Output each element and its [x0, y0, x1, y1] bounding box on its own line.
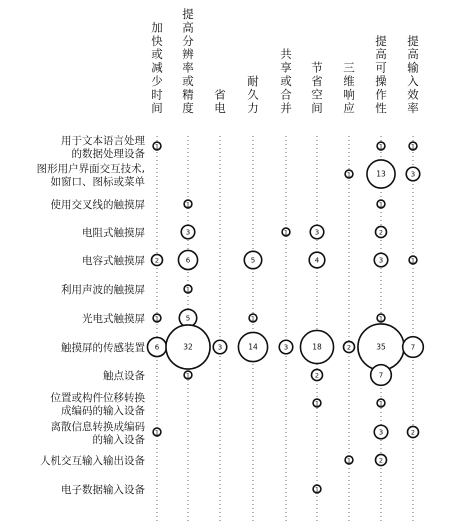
column-labels	[151, 7, 419, 115]
bubble	[147, 337, 166, 356]
bubble	[377, 399, 385, 407]
bubble	[371, 365, 392, 386]
bubble-value-label: 13	[376, 169, 386, 179]
bubble-value-label: 2	[378, 456, 384, 465]
row-label: 触摸屏的传感装置	[61, 342, 145, 354]
bubble	[313, 485, 321, 493]
bubble	[406, 167, 420, 181]
bubble	[300, 330, 333, 363]
bubble-value-label: 1	[410, 256, 416, 265]
row-label: 人机交互输入输出设备	[40, 455, 145, 467]
bubble	[238, 332, 267, 361]
bubble	[153, 142, 161, 150]
row-label: 用于文本语言处理的数据处理设备	[61, 135, 145, 160]
row-label: 离散信息转换成编码的输入设备	[50, 421, 145, 446]
bubble-value-label: 1	[314, 399, 320, 408]
column-label: 节省空间	[311, 60, 323, 115]
row-label: 触点设备	[103, 370, 145, 382]
bubble	[367, 160, 395, 188]
bubble-value-label: 3	[283, 343, 289, 352]
bubble-value-label: 1	[378, 200, 384, 209]
bubble-value-label: 4	[314, 256, 320, 265]
bubble-value-label: 2	[314, 371, 320, 380]
column-label: 共享或合并	[280, 47, 292, 115]
column-label: 提高可操作性	[375, 33, 387, 115]
bubble	[249, 314, 257, 322]
bubble-value-label: 1	[283, 228, 289, 237]
row-label: 使用交叉线的触摸屏	[50, 199, 145, 211]
bubble	[184, 285, 192, 293]
row-label: 电阻式触摸屏	[82, 227, 145, 239]
bubble-value-label: 3	[185, 228, 191, 237]
column-label: 省电	[214, 87, 226, 115]
bubble	[178, 250, 197, 269]
bubbles	[147, 142, 423, 493]
bubble-value-label: 1	[378, 314, 384, 323]
bubble-value-label: 5	[185, 314, 191, 323]
bubble-value-label: 3	[378, 428, 384, 437]
row-label: 利用声波的触摸屏	[61, 284, 145, 296]
bubble-value-label: 5	[250, 256, 256, 265]
bubble	[279, 340, 293, 354]
bubble-value-label: 6	[154, 343, 160, 352]
bubble	[377, 314, 385, 322]
bubble	[375, 454, 386, 465]
bubble	[310, 225, 324, 239]
bubble	[409, 142, 417, 150]
bubble-value-label: 1	[314, 485, 320, 494]
bubble	[153, 428, 161, 436]
bubble-value-label: 1	[250, 314, 256, 323]
row-label: 图形用户界面交互技术,如窗口、图标或菜单	[36, 163, 145, 188]
bubble-value-label: 1	[346, 456, 352, 465]
bubble	[244, 251, 261, 268]
bubble	[403, 337, 424, 358]
bubble	[374, 253, 388, 267]
bubble-value-label: 1	[154, 314, 160, 323]
column-label: 三维响应	[343, 60, 355, 115]
bubble	[358, 324, 404, 370]
bubble-value-label: 1	[185, 371, 191, 380]
row-label: 电容式触摸屏	[82, 255, 145, 267]
bubble-value-label: 1	[346, 170, 352, 179]
row-label: 位置或构件位移转换成编码的输入设备	[50, 392, 145, 417]
bubble	[181, 225, 195, 239]
bubble	[343, 341, 354, 352]
row-labels	[37, 134, 146, 496]
bubble-value-label: 7	[378, 371, 384, 380]
bubble-value-label: 1	[185, 200, 191, 209]
bubble	[153, 314, 161, 322]
bubble-value-label: 2	[410, 428, 416, 437]
bubble-value-label: 3	[410, 170, 416, 179]
bubble	[377, 142, 385, 150]
column-label: 提高输入效率	[407, 33, 419, 115]
row-label: 光电式触摸屏	[82, 313, 145, 325]
bubble	[313, 399, 321, 407]
bubble	[282, 228, 290, 236]
bubble	[375, 226, 386, 237]
bubble	[409, 256, 417, 264]
bubble	[377, 200, 385, 208]
bubble	[213, 340, 227, 354]
bubble-value-label: 2	[346, 343, 352, 352]
bubble	[374, 425, 388, 439]
bubble-value-label: 1	[410, 142, 416, 151]
bubble-value-label: 6	[185, 256, 191, 265]
bubble-value-label: 14	[248, 342, 258, 352]
bubble-value-label: 2	[154, 256, 160, 265]
bubble-value-label: 1	[154, 142, 160, 151]
bubble	[407, 426, 418, 437]
bubble-value-label: 3	[314, 228, 320, 237]
bubble	[151, 254, 162, 265]
column-label: 耐久力	[247, 74, 259, 115]
bubble	[345, 456, 353, 464]
bubble-value-label: 18	[312, 342, 322, 352]
bubble	[184, 200, 192, 208]
bubble-value-label: 1	[378, 142, 384, 151]
bubble-value-label: 32	[183, 342, 193, 352]
bubble	[166, 325, 210, 369]
bubble	[345, 170, 353, 178]
bubble-value-label: 7	[410, 343, 416, 352]
column-label: 加快或减少时间	[151, 20, 163, 115]
bubble	[309, 252, 325, 268]
column-label: 提高分辨率或精度	[182, 7, 194, 115]
bubble	[179, 309, 196, 326]
bubble	[184, 371, 192, 379]
bubble	[311, 369, 322, 380]
bubble-value-label: 3	[378, 256, 384, 265]
bubble-value-label: 2	[378, 228, 384, 237]
bubble-value-label: 1	[378, 399, 384, 408]
bubble-value-label: 35	[376, 342, 386, 352]
bubble-value-label: 3	[217, 343, 223, 352]
bubble-value-label: 1	[154, 428, 160, 437]
row-label: 电子数据输入设备	[61, 484, 145, 496]
bubble-value-label: 1	[185, 285, 191, 294]
